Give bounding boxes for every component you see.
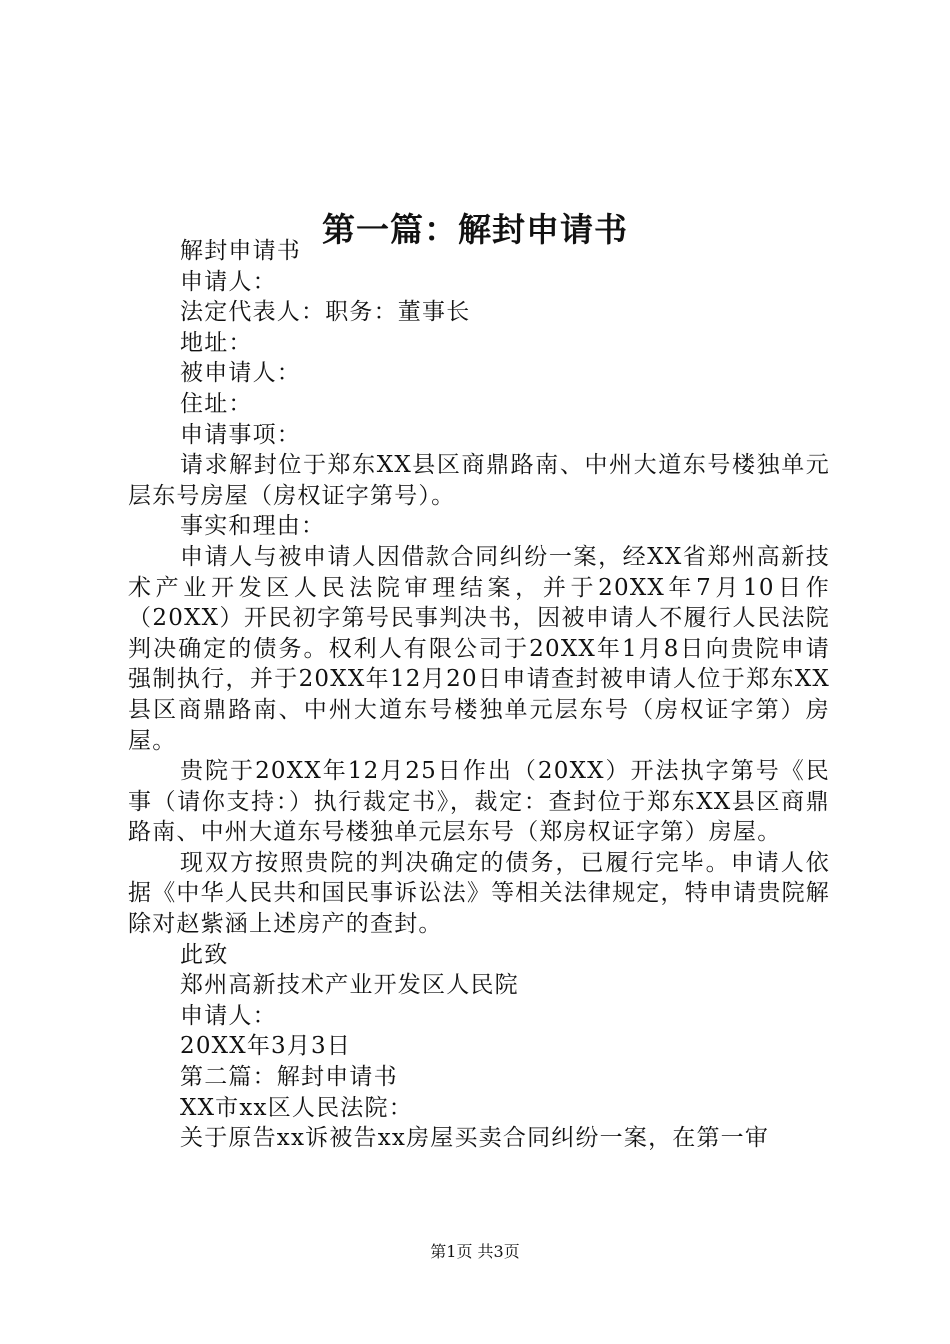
- document-title: 第一篇：解封申请书: [322, 210, 628, 250]
- ruling-paragraph: 贵院于20XX年12月25日作出（20XX）开法执字第号《民事（请你支持：）执行裁定书》，裁定：查封位于郑东XX县区商鼎路南、中州大道东号楼独单元层东号（郑房权证字第）房屋。: [128, 758, 830, 846]
- page-footer: 第1页 共3页: [430, 1242, 520, 1261]
- request-paragraph: 请求解封位于郑东XX县区商鼎路南、中州大道东号楼独单元层东号房屋（房权证字第号）。: [128, 452, 830, 509]
- last-line: 关于原告xx诉被告xx房屋买卖合同纠纷一案，在第一审: [180, 1125, 770, 1152]
- legal-rep-line: 法定代表人：职务：董事长: [180, 299, 471, 326]
- heading-line: 解封申请书: [180, 238, 301, 264]
- court-line: 郑州高新技术产业开发区人民院: [180, 972, 519, 999]
- date-line: 20XX年3月3日: [180, 1033, 352, 1060]
- document-body: [128, 236, 830, 1154]
- residence-line: 住址：: [180, 390, 253, 417]
- salutation-line: 此致: [180, 941, 229, 968]
- facts-label: 事实和理由：: [180, 513, 326, 540]
- applicant-line: 申请人：: [180, 268, 277, 295]
- facts-paragraph: 申请人与被申请人因借款合同纠纷一案，经XX省郑州高新技术产业开发区人民法院审理结案，并于20XX年7月10日作（20XX）开民初字第号民事判决书，因被申请人不履行人民法院判决确定的债务。权利人有限公司于20XX年1月8日向贵院申请强制执行，并于20XX年12月20日申请查封被申请人位于郑东XX县区商鼎路南、中州大道东号楼独单元层东号（房权证字第）房屋。: [128, 543, 830, 754]
- second-title-line: 第二篇：解封申请书: [180, 1064, 398, 1091]
- completion-paragraph: 现双方按照贵院的判决确定的债务，已履行完毕。申请人依据《中华人民共和国民事诉讼法》等相关法律规定，特申请贵院解除对赵紫涵上述房产的查封。: [128, 849, 830, 938]
- addressee-line: XX市xx区人民法院：: [180, 1094, 413, 1121]
- matters-label: 申请事项：: [180, 421, 301, 448]
- address-line: 地址：: [180, 329, 253, 356]
- closing-applicant-line: 申请人：: [180, 1002, 277, 1029]
- respondent-line: 被申请人：: [180, 360, 301, 387]
